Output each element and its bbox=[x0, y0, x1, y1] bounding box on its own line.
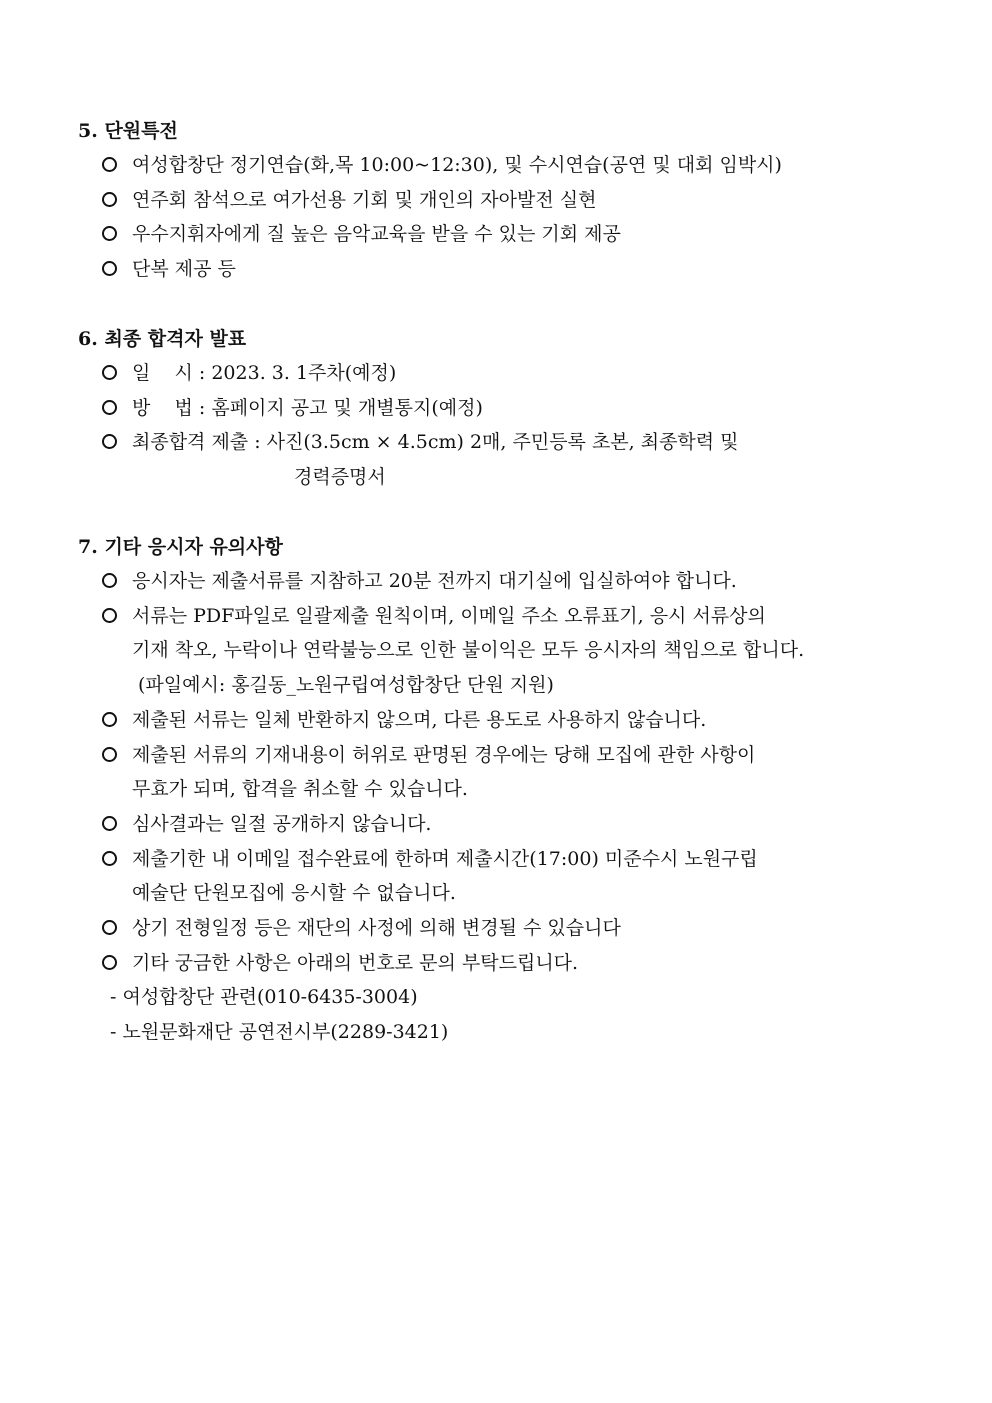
list-item bbox=[78, 252, 928, 287]
item-text: 단복 제공 등 bbox=[132, 258, 236, 281]
circle-bullet-icon bbox=[102, 920, 117, 935]
item-text: 최종합격 제출 : 사진(3.5cm × 4.5cm) 2매, 주민등록 초본, 최종학력 및 bbox=[132, 431, 739, 454]
section-heading: 7. 기타 응시자 유의사항 bbox=[78, 536, 283, 558]
contact-line: - 여성합창단 관련(010-6435-3004) bbox=[110, 986, 418, 1009]
circle-bullet-icon bbox=[102, 955, 117, 970]
item-continuation: 무효가 되며, 합격을 취소할 수 있습니다. bbox=[132, 778, 468, 801]
item-text: 연주회 참석으로 여가선용 기회 및 개인의 자아발전 실현 bbox=[132, 188, 597, 211]
list-item bbox=[78, 183, 928, 218]
list-item bbox=[78, 946, 928, 981]
item-text: 제출기한 내 이메일 접수완료에 한하며 제출시간(17:00) 미준수시 노원구립 bbox=[132, 847, 758, 870]
list-item bbox=[78, 425, 928, 494]
list-item bbox=[78, 807, 928, 842]
list-item bbox=[78, 911, 928, 946]
item-text: 상기 전형일정 등은 재단의 사정에 의해 변경될 수 있습니다 bbox=[132, 917, 621, 940]
list-item bbox=[78, 148, 928, 183]
list-item bbox=[78, 842, 928, 911]
item-text: 심사결과는 일절 공개하지 않습니다. bbox=[132, 812, 432, 835]
circle-bullet-icon bbox=[102, 400, 117, 415]
circle-bullet-icon bbox=[102, 434, 117, 449]
item-continuation: 경력증명서 bbox=[294, 466, 386, 489]
section-member-benefits bbox=[78, 114, 928, 287]
list-item bbox=[78, 391, 928, 426]
circle-bullet-icon bbox=[102, 608, 117, 623]
circle-bullet-icon bbox=[102, 851, 117, 866]
list-item bbox=[78, 356, 928, 391]
item-continuation: 예술단 단원모집에 응시할 수 없습니다. bbox=[132, 882, 456, 905]
item-text: 방 법 : 홈페이지 공고 및 개별통지(예정) bbox=[132, 396, 483, 419]
item-text: 우수지휘자에게 질 높은 음악교육을 받을 수 있는 기회 제공 bbox=[132, 223, 621, 246]
item-continuation: (파일예시: 홍길동_노원구립여성합창단 단원 지원) bbox=[138, 674, 554, 697]
item-text: 기타 궁금한 사항은 아래의 번호로 문의 부탁드립니다. bbox=[132, 951, 579, 974]
item-text: 여성합창단 정기연습(화,목 10:00~12:30), 및 수시연습(공연 및 대회 임박시) bbox=[132, 154, 782, 176]
list-item bbox=[78, 564, 928, 599]
contact-line: - 노원문화재단 공연전시부(2289-3421) bbox=[110, 1021, 449, 1044]
list-item bbox=[78, 599, 928, 703]
item-text: 서류는 PDF파일로 일괄제출 원칙이며, 이메일 주소 오류표기, 응시 서류상의 bbox=[132, 604, 766, 627]
circle-bullet-icon bbox=[102, 226, 117, 241]
list-item bbox=[78, 217, 928, 252]
item-text: 제출된 서류의 기재내용이 허위로 판명된 경우에는 당해 모집에 관한 사항이 bbox=[132, 743, 756, 766]
list-item bbox=[78, 738, 928, 807]
circle-bullet-icon bbox=[102, 261, 117, 276]
item-text: 제출된 서류는 일체 반환하지 않으며, 다른 용도로 사용하지 않습니다. bbox=[132, 708, 707, 731]
circle-bullet-icon bbox=[102, 157, 117, 172]
circle-bullet-icon bbox=[102, 573, 117, 588]
section-heading: 6. 최종 합격자 발표 bbox=[78, 328, 247, 350]
circle-bullet-icon bbox=[102, 816, 117, 831]
section-final-announcement bbox=[78, 322, 928, 495]
section-applicant-notes bbox=[78, 530, 928, 1050]
circle-bullet-icon bbox=[102, 747, 117, 762]
item-text: 응시자는 제출서류를 지참하고 20분 전까지 대기실에 입실하여야 합니다. bbox=[132, 570, 737, 592]
item-continuation: 기재 착오, 누락이나 연락불능으로 인한 불이익은 모두 응시자의 책임으로 합니다. bbox=[132, 639, 805, 662]
item-text: 일 시 : 2023. 3. 1주차(예정) bbox=[132, 362, 397, 384]
circle-bullet-icon bbox=[102, 712, 117, 727]
section-heading: 5. 단원특전 bbox=[78, 120, 178, 142]
circle-bullet-icon bbox=[102, 192, 117, 207]
circle-bullet-icon bbox=[102, 365, 117, 380]
list-item bbox=[78, 703, 928, 738]
